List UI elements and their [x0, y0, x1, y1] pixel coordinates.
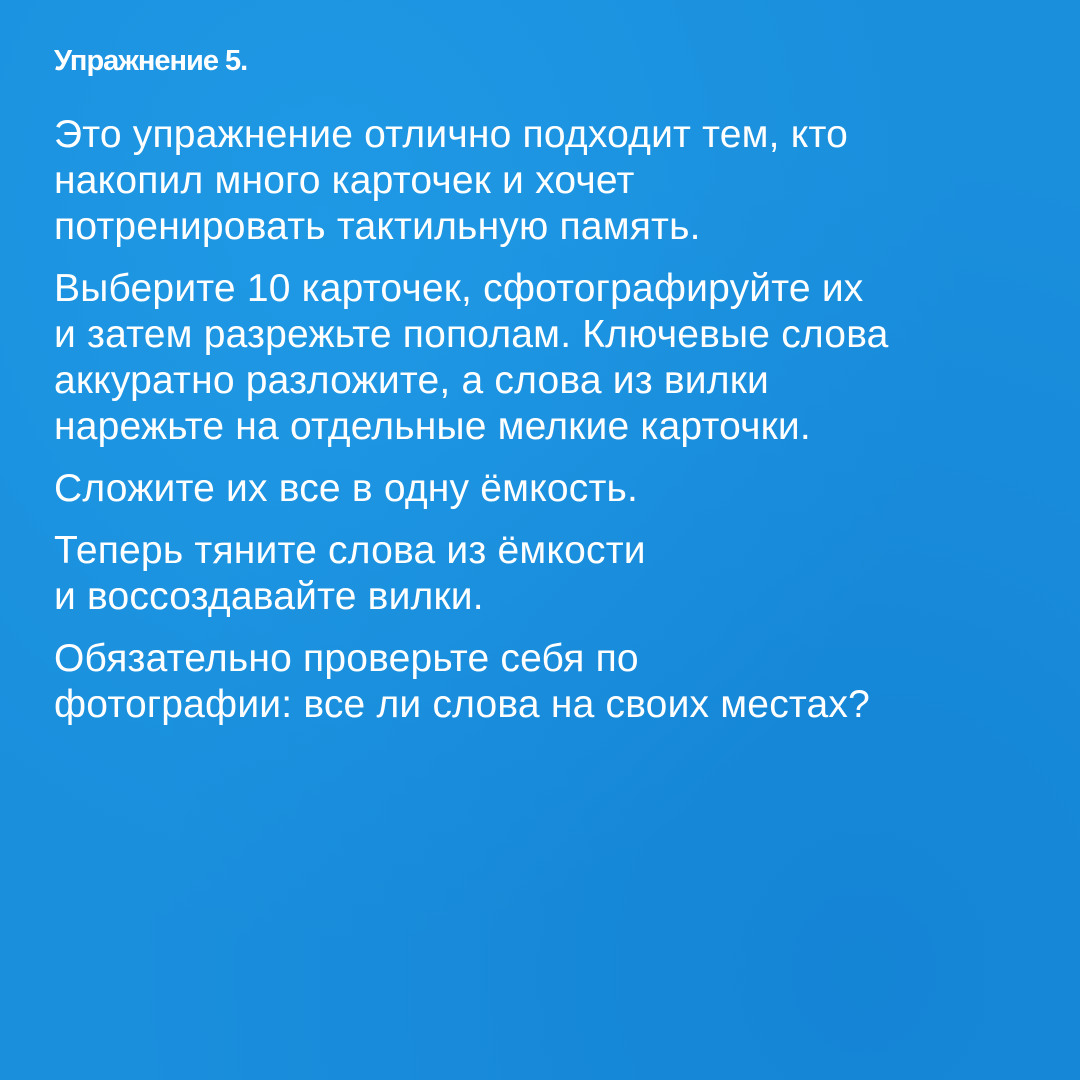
paragraph-cut-cards: Выберите 10 карточек, сфотографируйте их и затем разрежьте пополам. Ключевые слова аккуратно разложите, а слова из вилки нарежьте на отдельные мелкие карточки.	[54, 267, 889, 448]
paragraph-intro: Это упражнение отлично подходит тем, кто накопил много карточек и хочет потренировать тактильную память.	[54, 113, 848, 248]
paragraph-check-photo: Обязательно проверьте себя по фотографии: все ли слова на своих местах?	[54, 637, 871, 726]
paragraph-pull-words: Теперь тяните слова из ёмкости и воссоздавайте вилки.	[54, 529, 646, 618]
paragraph-container: Сложите их все в одну ёмкость.	[54, 467, 639, 510]
exercise-heading: Упражнение 5.	[54, 45, 248, 77]
exercise-body	[54, 112, 1044, 744]
